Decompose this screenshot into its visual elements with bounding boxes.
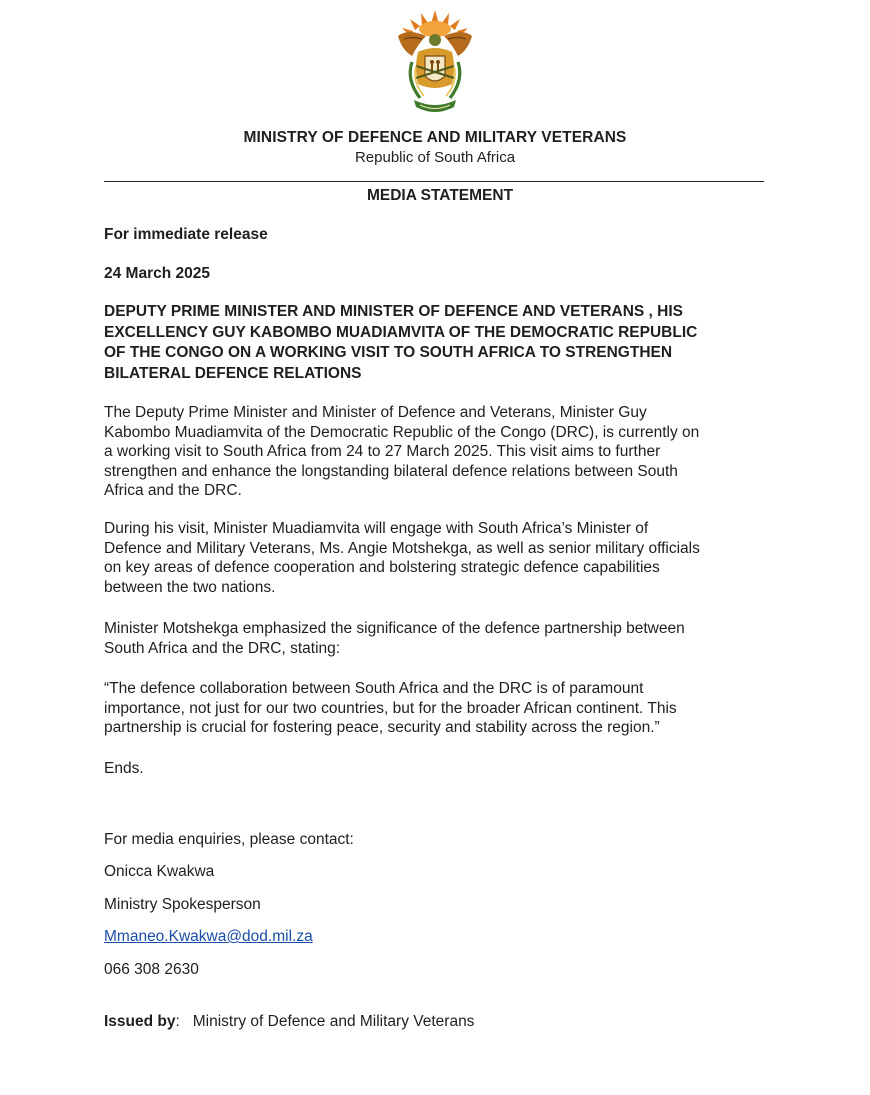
headline-line: OF THE CONGO ON A WORKING VISIT TO SOUTH AFRICA TO STRENGTHEN [104, 344, 673, 361]
contact-email-row [104, 927, 784, 947]
header-divider [104, 181, 764, 182]
paragraph-line: on key areas of defence cooperation and bolstering strategic defence capabilities [104, 559, 660, 576]
issued-by-value: Ministry of Defence and Military Veterans [192, 1013, 475, 1030]
paragraph-line: The Deputy Prime Minister and Minister of Defence and Veterans, Minister Guy [104, 404, 647, 421]
headline-line: EXCELLENCY GUY KABOMBO MUADIAMVITA OF THE DEMOCRATIC REPUBLIC [104, 323, 698, 341]
contact-phone: 066 308 2630 [104, 961, 199, 978]
paragraph-line: between the two nations. [104, 578, 276, 596]
country-name: Republic of South Africa [354, 149, 516, 166]
paragraph-line: During his visit, Minister Muadiamvita will engage with South Africa’s Minister of [104, 520, 649, 537]
headline-line: DEPUTY PRIME MINISTER AND MINISTER OF DEFENCE AND VETERANS , HIS [104, 303, 684, 320]
quote-line: “The defence collaboration between South Africa and the DRC is of paramount [104, 680, 644, 697]
headline [104, 302, 784, 384]
paragraph-line: Minister Motshekga emphasized the significance of the defence partnership between [104, 620, 685, 637]
coat-of-arms-icon [388, 6, 482, 118]
quote-line: importance, not just for our two countries, but for the broader African continent. This [104, 699, 677, 717]
statement-type: MEDIA STATEMENT [366, 187, 514, 204]
issued-by-label: Issued by [104, 1013, 176, 1030]
minister-quote [104, 679, 784, 738]
paragraph-line: Defence and Military Veterans, Ms. Angie Motshekga, as well as senior military officials [104, 539, 700, 557]
release-date: 24 March 2025 [104, 265, 210, 282]
ministry-name: MINISTRY OF DEFENCE AND MILITARY VETERANS [243, 129, 627, 146]
contact-role: Ministry Spokesperson [104, 896, 261, 913]
ends-marker: Ends. [104, 760, 144, 777]
paragraph-line: a working visit to South Africa from 24 to 27 March 2025. This visit aims to further [104, 443, 661, 460]
issued-by [104, 1012, 784, 1032]
body-paragraph-3 [104, 619, 784, 658]
issued-by-separator: : [175, 1013, 180, 1030]
headline-line: BILATERAL DEFENCE RELATIONS [104, 364, 362, 382]
quote-line: partnership is crucial for fostering peace, security and stability across the region.” [104, 719, 660, 736]
paragraph-line: South Africa and the DRC, stating: [104, 639, 341, 657]
paragraph-line: Kabombo Muadiamvita of the Democratic Republic of the Congo (DRC), is currently on [104, 423, 700, 441]
release-label: For immediate release [104, 226, 268, 243]
contact-intro: For media enquiries, please contact: [104, 831, 354, 848]
paragraph-line: Africa and the DRC. [104, 482, 242, 499]
body-paragraph-1 [104, 403, 784, 501]
contact-email-link[interactable]: Mmaneo.Kwakwa@dod.mil.za [104, 928, 313, 945]
body-paragraph-2 [104, 519, 784, 597]
contact-name: Onicca Kwakwa [104, 863, 215, 880]
paragraph-line: strengthen and enhance the longstanding bilateral defence relations between South [104, 462, 678, 480]
